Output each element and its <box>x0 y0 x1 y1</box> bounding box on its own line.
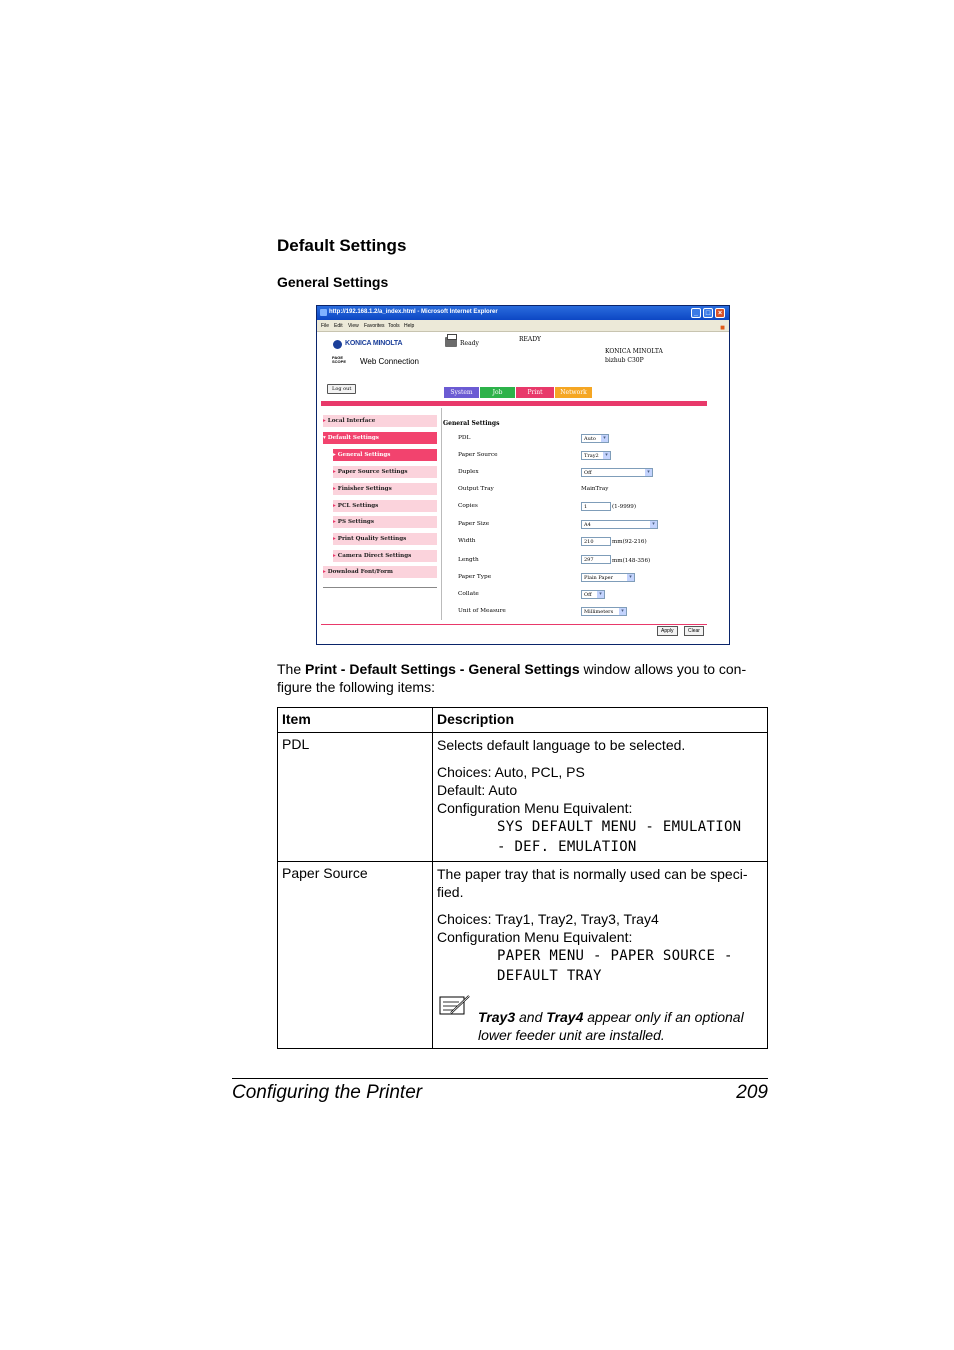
field-label: Unit of Measure <box>458 608 506 614</box>
field-label: Output Tray <box>458 486 494 492</box>
nav-print-quality-settings[interactable]: ▸ Print Quality Settings <box>333 533 437 545</box>
output-tray-value: MainTray <box>581 486 609 492</box>
web-connection-label: Web Connection <box>360 357 419 366</box>
field-label: Paper Source <box>458 452 498 458</box>
item-cell: Paper Source <box>278 862 433 1049</box>
ie-icon <box>320 309 327 316</box>
device-info: KONICA MINOLTA bizhub C30P <box>605 348 663 364</box>
tab-system[interactable]: System <box>444 387 479 398</box>
length-hint: mm(148-356) <box>612 558 651 564</box>
windows-flag-icon: ■ <box>720 323 725 332</box>
window-title: http://192.168.1.2/a_index.html - Microsoft Internet Explorer <box>329 309 498 315</box>
status-text: READY <box>519 336 542 343</box>
duplex-select[interactable]: Off ▾ <box>581 468 653 477</box>
column-header: Description <box>433 708 768 733</box>
menu-bar <box>317 320 729 332</box>
menu-edit[interactable]: Edit <box>334 323 343 329</box>
width-input[interactable]: 210 <box>581 537 611 546</box>
nav-pcl-settings[interactable]: ▸ PCL Settings <box>333 500 437 512</box>
web-page <box>317 332 729 644</box>
menu-tools[interactable]: Tools <box>388 323 400 329</box>
form-title: General Settings <box>443 420 500 427</box>
table-header <box>278 708 768 733</box>
nav-default-settings[interactable]: ▾ Default Settings <box>323 432 437 444</box>
tab-job[interactable]: Job <box>480 387 515 398</box>
chevron-down-icon: ▾ <box>601 435 608 442</box>
menu-path: SYS DEFAULT MENU - EMULATION - DEF. EMULATION <box>497 819 742 855</box>
page-number: 209 <box>736 1082 768 1103</box>
field-label: Width <box>458 538 476 544</box>
footer-title: Configuring the Printer <box>232 1082 423 1103</box>
clear-button[interactable]: Clear <box>684 626 704 636</box>
description-cell: The paper tray that is normally used can be speci-fied. Choices: Tray1, Tray2, Tray3, Tray4 Configuration Menu Equivalent: PAPER MENU - PAPER SOURCE - DEFAULT TRAY Tray3 and Tray4 appear only if an optional lower feeder unit are installed. <box>433 862 768 1049</box>
nav-local-interface[interactable]: ▸ Local Interface <box>323 415 437 427</box>
chevron-down-icon: ▾ <box>603 452 610 459</box>
maximize-icon[interactable]: □ <box>703 308 713 318</box>
tab-network[interactable]: Network <box>555 387 592 398</box>
copies-hint: (1-9999) <box>612 504 637 510</box>
pagescope-logo: PAGE SCOPE <box>332 355 347 364</box>
width-hint: mm(92-216) <box>612 539 647 545</box>
nav-ps-settings[interactable]: ▸ PS Settings <box>333 516 437 528</box>
copies-input[interactable]: 1 <box>581 502 611 511</box>
nav-general-settings[interactable]: ▸ General Settings <box>333 449 437 461</box>
chevron-down-icon: ▾ <box>627 574 634 581</box>
nav-download-font-form[interactable]: ▸ Download Font/Form <box>323 566 437 578</box>
apply-button[interactable]: Apply <box>657 626 678 636</box>
paper-size-select[interactable]: A4 ▾ <box>581 520 658 529</box>
section-title: Default Settings <box>277 236 407 255</box>
header-divider <box>321 401 707 406</box>
description-cell: Selects default language to be selected. Choices: Auto, PCL, PS Default: Auto Configuration Menu Equivalent: SYS DEFAULT MENU - EMULATION - DEF. EMULATION <box>433 733 768 862</box>
menu-view[interactable]: View <box>348 323 359 329</box>
browser-screenshot <box>316 305 730 645</box>
brand-logo: KONICA MINOLTA <box>345 340 403 347</box>
footer-divider <box>321 624 707 625</box>
table-row <box>278 733 768 862</box>
note: Tray3 and Tray4 appear only if an optional lower feeder unit are installed. <box>437 1008 763 1044</box>
tab-print[interactable]: Print <box>516 387 554 398</box>
table-row <box>278 862 768 1049</box>
subsection-title: General Settings <box>277 274 389 290</box>
note-pencil-icon <box>439 994 471 1016</box>
chevron-down-icon: ▾ <box>650 521 657 528</box>
field-label: Paper Type <box>458 574 492 580</box>
menu-path: PAPER MENU - PAPER SOURCE - DEFAULT TRAY <box>497 948 733 984</box>
menu-favorites[interactable]: Favorites <box>364 323 385 329</box>
paper-source-select[interactable]: Tray2 ▾ <box>581 451 611 460</box>
field-label: PDL <box>458 435 471 441</box>
minimize-icon[interactable]: _ <box>691 308 701 318</box>
column-header: Item <box>278 708 433 733</box>
close-icon[interactable]: × <box>715 308 725 318</box>
nav-finisher-settings[interactable]: ▸ Finisher Settings <box>333 483 437 495</box>
field-label: Paper Size <box>458 521 490 527</box>
window-path: Print - Default Settings - General Settings <box>305 661 580 677</box>
status-icon-label: Ready <box>460 340 479 347</box>
intro-paragraph: The Print - Default Settings - General Settings window allows you to con-figure the following items: <box>277 661 747 695</box>
collate-select[interactable]: Off ▾ <box>581 590 605 599</box>
footer-rule <box>232 1078 768 1079</box>
length-input[interactable]: 297 <box>581 555 611 564</box>
field-label: Collate <box>458 591 479 597</box>
field-label: Duplex <box>458 469 479 475</box>
nav-divider <box>323 587 437 588</box>
unit-select[interactable]: Millimeters ▾ <box>581 607 627 616</box>
chevron-down-icon: ▾ <box>619 608 626 615</box>
item-cell: PDL <box>278 733 433 862</box>
konica-logo-icon <box>333 340 342 349</box>
settings-table <box>277 707 768 1049</box>
field-label: Length <box>458 557 479 563</box>
field-label: Copies <box>458 503 478 509</box>
nav-camera-direct-settings[interactable]: ▸ Camera Direct Settings <box>333 550 437 562</box>
window-titlebar <box>317 306 729 320</box>
chevron-down-icon: ▾ <box>645 469 652 476</box>
menu-file[interactable]: File <box>321 323 330 329</box>
panel-divider <box>441 408 442 620</box>
printer-icon <box>445 337 457 347</box>
menu-help[interactable]: Help <box>404 323 415 329</box>
chevron-down-icon: ▾ <box>597 591 604 598</box>
paper-type-select[interactable]: Plain Paper ▾ <box>581 573 635 582</box>
pdl-select[interactable]: Auto ▾ <box>581 434 609 443</box>
nav-paper-source-settings[interactable]: ▸ Paper Source Settings <box>333 466 437 478</box>
logout-button[interactable]: Log out <box>327 384 356 394</box>
